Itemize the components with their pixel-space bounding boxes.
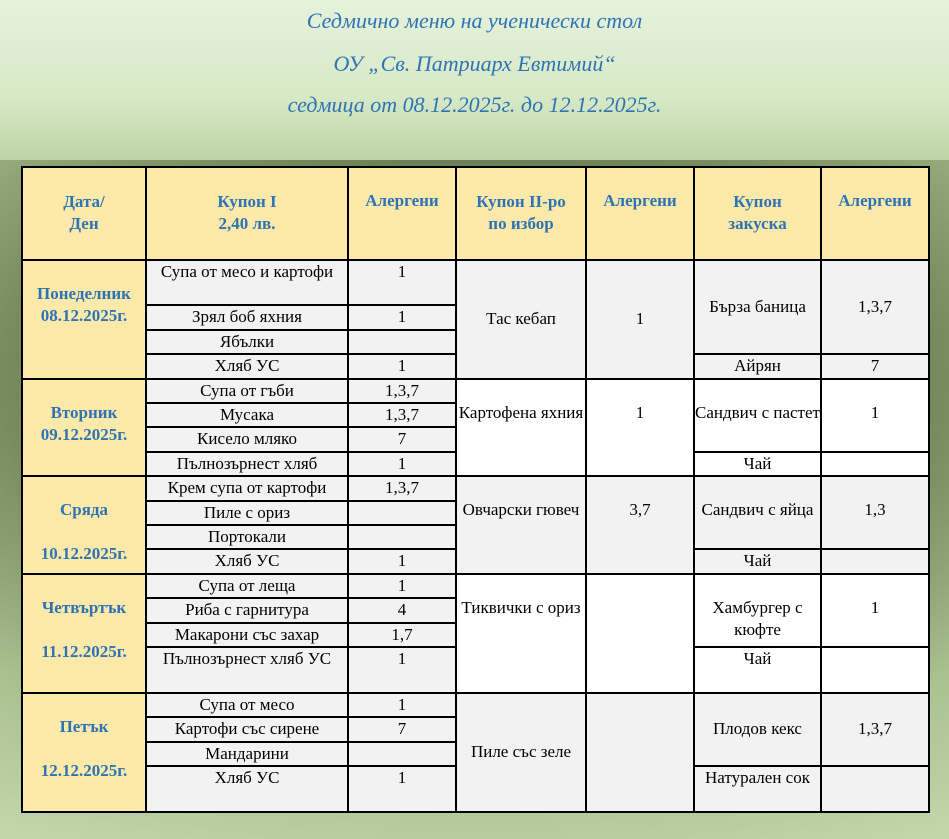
allergen-cell: 1,7	[348, 623, 456, 647]
dish-cell: Хляб УС	[146, 549, 348, 573]
allergen-cell: 1	[348, 693, 456, 717]
header-row	[22, 167, 929, 260]
allergen-cell: 1	[348, 305, 456, 329]
dish-cell: Супа от месо и картофи	[146, 260, 348, 306]
allergen-cell: 1	[348, 354, 456, 378]
allergen-cell: 7	[348, 717, 456, 741]
dish-cell: Риба с гарнитура	[146, 598, 348, 622]
allergen-cell	[348, 330, 456, 354]
allergen-cell: 1,3,7	[348, 403, 456, 427]
dish-cell: Картофи със сирене	[146, 717, 348, 741]
snack2-cell: Натурален сок	[694, 766, 821, 812]
col-header-snack: Купон закуска	[694, 167, 821, 260]
allergen-cell: 1	[348, 647, 456, 693]
allergen-cell	[348, 501, 456, 525]
col-header-date: Дата/ Ден	[22, 167, 146, 260]
table-row	[22, 574, 929, 598]
allergen-cell: 1	[348, 549, 456, 573]
snack-cell: Бърза баница	[694, 260, 821, 355]
snack2-allergen-cell	[821, 452, 929, 476]
dish-cell: Пълнозърнест хляб УС	[146, 647, 348, 693]
dish-cell: Супа от гъби	[146, 379, 348, 403]
coupon2-allergen-cell: 1	[586, 260, 694, 379]
snack-allergen-cell: 1,3	[821, 476, 929, 549]
dish-cell: Супа от месо	[146, 693, 348, 717]
dish-cell: Супа от леща	[146, 574, 348, 598]
table-row	[22, 260, 929, 306]
dish-cell: Крем супа от картофи	[146, 476, 348, 500]
dish-cell: Мандарини	[146, 742, 348, 766]
col-header-coupon1: Купон I 2,40 лв.	[146, 167, 348, 260]
snack-allergen-cell: 1,3,7	[821, 693, 929, 766]
dish-cell: Макарони със захар	[146, 623, 348, 647]
allergen-cell	[348, 525, 456, 549]
snack-allergen-cell: 1	[821, 574, 929, 647]
snack-allergen-cell: 1,3,7	[821, 260, 929, 355]
coupon2-cell: Пиле със зеле	[456, 693, 586, 812]
snack-allergen-cell: 1	[821, 379, 929, 452]
coupon2-allergen-cell: 1	[586, 379, 694, 477]
allergen-cell: 1	[348, 260, 456, 306]
col-header-allergens1: Алергени	[348, 167, 456, 260]
dish-cell: Пиле с ориз	[146, 501, 348, 525]
dish-cell: Пълнозърнест хляб	[146, 452, 348, 476]
snack2-cell: Чай	[694, 647, 821, 693]
coupon2-cell: Овчарски гювеч	[456, 476, 586, 574]
day-cell: Сряда 10.12.2025г.	[22, 476, 146, 574]
table-row	[22, 476, 929, 500]
day-cell: Вторник 09.12.2025г.	[22, 379, 146, 477]
col-header-allergens3: Алергени	[821, 167, 929, 260]
coupon2-cell: Тиквички с ориз	[456, 574, 586, 693]
dish-cell: Хляб УС	[146, 766, 348, 812]
table-row	[22, 379, 929, 403]
snack2-cell: Чай	[694, 452, 821, 476]
dish-cell: Портокали	[146, 525, 348, 549]
col-header-coupon2: Купон II-ро по избор	[456, 167, 586, 260]
snack-cell: Хамбургер с кюфте	[694, 574, 821, 647]
day-cell: Понеделник 08.12.2025г.	[22, 260, 146, 379]
snack2-cell: Чай	[694, 549, 821, 573]
dish-cell: Зрял боб яхния	[146, 305, 348, 329]
coupon2-allergen-cell	[586, 693, 694, 812]
allergen-cell: 1,3,7	[348, 379, 456, 403]
snack2-allergen-cell	[821, 766, 929, 812]
allergen-cell: 1	[348, 452, 456, 476]
dish-cell: Хляб УС	[146, 354, 348, 378]
menu-title: Седмично меню на ученически стол	[306, 8, 643, 33]
allergen-cell	[348, 742, 456, 766]
table-row	[22, 693, 929, 717]
page-header	[0, 0, 949, 160]
day-cell: Четвъртък 11.12.2025г.	[22, 574, 146, 693]
coupon2-allergen-cell	[586, 574, 694, 693]
allergen-cell: 7	[348, 427, 456, 451]
allergen-cell: 4	[348, 598, 456, 622]
coupon2-cell: Картофена яхния	[456, 379, 586, 477]
school-name: ОУ „Св. Патриарх Евтимий“	[333, 51, 616, 76]
allergen-cell: 1	[348, 574, 456, 598]
snack2-allergen-cell	[821, 549, 929, 573]
snack-cell: Сандвич с яйца	[694, 476, 821, 549]
snack2-cell: Айрян	[694, 354, 821, 378]
dish-cell: Мусака	[146, 403, 348, 427]
coupon2-allergen-cell: 3,7	[586, 476, 694, 574]
day-cell: Петък 12.12.2025г.	[22, 693, 146, 812]
allergen-cell: 1	[348, 766, 456, 812]
dish-cell: Кисело мляко	[146, 427, 348, 451]
snack-cell: Плодов кекс	[694, 693, 821, 766]
weekly-menu-table	[21, 166, 930, 813]
allergen-cell: 1,3,7	[348, 476, 456, 500]
snack-cell: Сандвич с пастет	[694, 379, 821, 452]
week-range: седмица от 08.12.2025г. до 12.12.2025г.	[287, 92, 662, 117]
dish-cell: Ябълки	[146, 330, 348, 354]
col-header-allergens2: Алергени	[586, 167, 694, 260]
snack2-allergen-cell: 7	[821, 354, 929, 378]
snack2-allergen-cell	[821, 647, 929, 693]
coupon2-cell: Тас кебап	[456, 260, 586, 379]
